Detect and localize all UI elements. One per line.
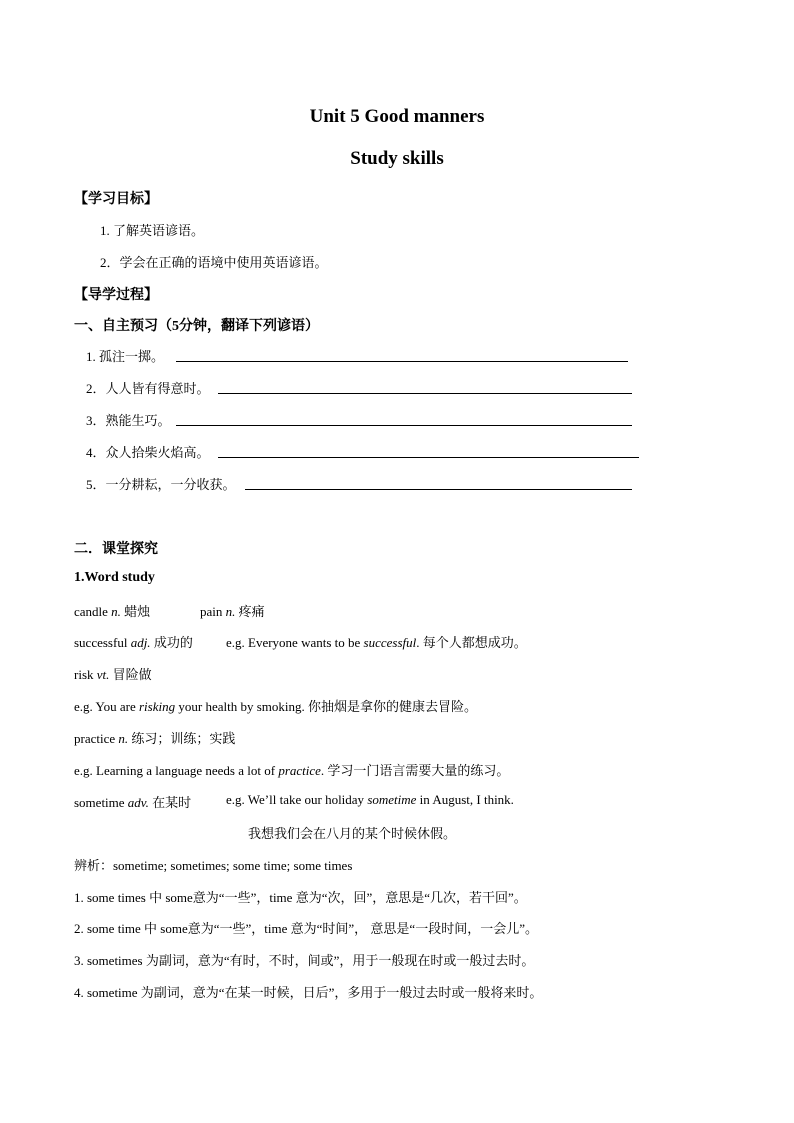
vocab-practice: practice n. 练习；训练；实践 [74, 731, 236, 746]
preview-item: 4．众人拾柴火焰高。 [86, 445, 210, 460]
vocab-successful: successful adj. 成功的 [74, 635, 193, 650]
word-study-heading: 1.Word study [74, 570, 155, 585]
vocab-sometime: sometime adv. 在某时 [74, 795, 192, 810]
vocab-candle: candle n. 蜡烛 [74, 604, 151, 619]
page-subtitle: Study skills [350, 148, 444, 169]
vocab-pain: pain n. 疼痛 [200, 604, 265, 619]
preview-heading: 一、自主预习（5分钟，翻译下列谚语） [74, 319, 319, 334]
answer-blank[interactable] [218, 457, 639, 458]
preview-item: 5．一分耕耘，一分收获。 [86, 477, 236, 492]
vocab-risk: risk vt. 冒险做 [74, 667, 152, 682]
preview-item: 3．熟能生巧。 [86, 413, 171, 428]
analysis-note: 3. sometimes 为副词，意为“有时，不时，间或”，用于一般现在时或一般过去时。 [74, 953, 535, 968]
answer-blank[interactable] [176, 361, 628, 362]
process-heading: 【导学过程】 [74, 288, 158, 303]
analysis-heading: 辨析：sometime; sometimes; some time; some times [74, 858, 353, 873]
example-successful: e.g. Everyone wants to be successful. 每个人都想成功。 [226, 635, 527, 650]
answer-blank[interactable] [176, 425, 632, 426]
example-sometime-translation: 我想我们会在八月的某个时候休假。 [248, 826, 457, 841]
objective-item: 2．学会在正确的语境中使用英语谚语。 [100, 255, 328, 270]
example-sometime: e.g. We’ll take our holiday sometime in August, I think. [226, 792, 514, 807]
answer-blank[interactable] [245, 489, 632, 490]
example-practice: e.g. Learning a language needs a lot of practice. 学习一门语言需要大量的练习。 [74, 763, 510, 778]
answer-blank[interactable] [218, 393, 632, 394]
analysis-note: 4. sometime 为副词，意为“在某一时候，日后”，多用于一般过去时或一般将来时。 [74, 985, 543, 1000]
objective-item: 1. 了解英语谚语。 [100, 223, 205, 238]
preview-item: 1. 孤注一掷。 [86, 349, 165, 364]
analysis-note: 2. some time 中 some意为“一些”，time 意为“时间”， 意思是“一段时间，一会儿”。 [74, 921, 538, 936]
objectives-heading: 【学习目标】 [74, 192, 158, 207]
analysis-note: 1. some times 中 some意为“一些”，time 意为“次，回”，意思是“几次，若干回”。 [74, 890, 527, 905]
explore-heading: 二．课堂探究 [74, 542, 158, 557]
preview-item: 2．人人皆有得意时。 [86, 381, 210, 396]
page-title: Unit 5 Good manners [309, 106, 485, 127]
example-risk: e.g. You are risking your health by smoking. 你抽烟是拿你的健康去冒险。 [74, 699, 478, 714]
